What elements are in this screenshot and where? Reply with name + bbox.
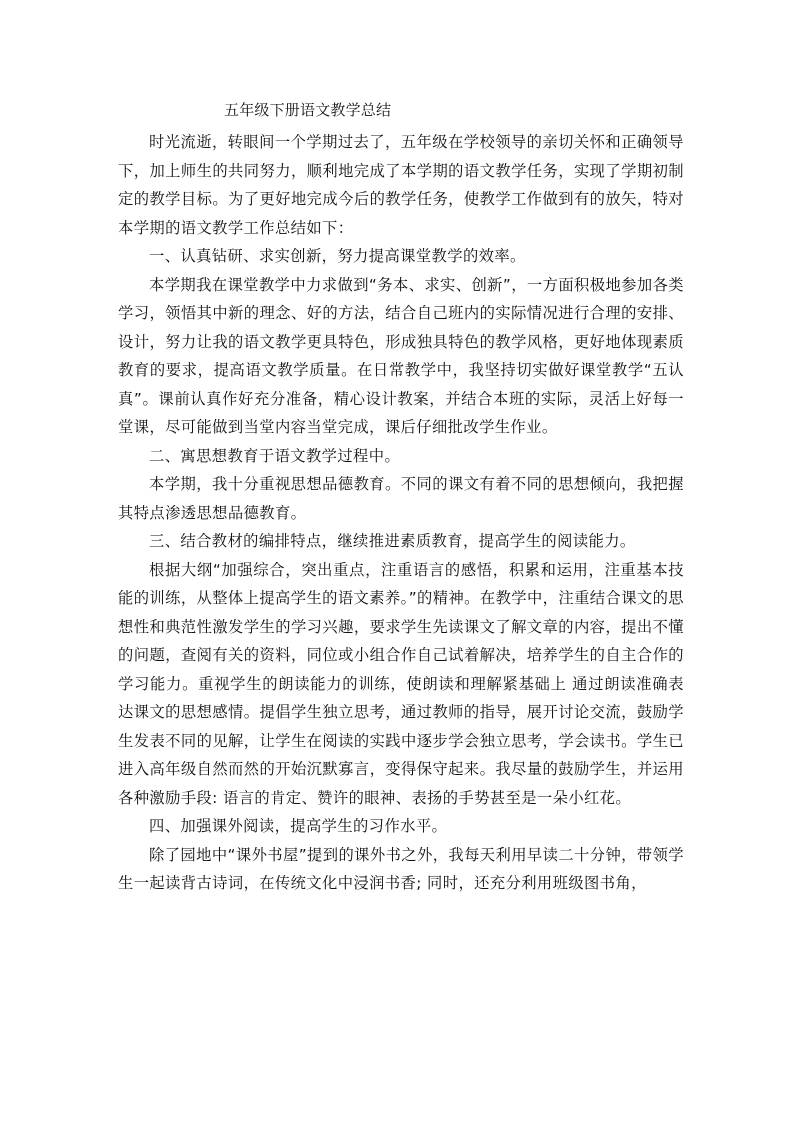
section-paragraph-2: 本学期，我十分重视思想品德教育。不同的课文有着不同的思想倾向，我把握其特点渗透思想品德教育。 [118,475,684,522]
section-heading-1: 一、认真钻研、求实创新，努力提高课堂教学的效率。 [149,247,526,265]
intro-paragraph: 时光流逝，转眼间一个学期过去了，五年级在学校领导的亲切关怀和正确领导下，加上师生的共同努力，顺利地完成了本学期的语文教学任务，实现了学期初制定的教学目标。为了更好地完成今后的教学任务，使教学工作做到有的放矢，特对本学期的语文教学工作总结如下： [118,133,684,237]
section-heading-4: 四、加强课外阅读，提高学生的习作水平。 [149,817,448,835]
section-heading-2: 二、寓思想教育于语文教学过程中。 [149,446,401,465]
section-paragraph-1: 本学期我在课堂教学中力求做到“务本、求实、创新”，一方面积极地参加各类学习，领悟其中新的理念、好的方法，结合自己班内的实际情况进行合理的安排、设计，努力让我的语文教学更具特色，形成独具特色的教学风格，更好地体现素质教育的要求，提高语文教学质量。在日常教学中，我坚持切实做好课堂教学“五认真”。课前认真作好充分准备，精心设计教案，并结合本班的实际，灵活上好每一堂课，尽可能做到当堂内容当堂完成，课后仔细批改学生作业。 [118,275,684,436]
document-body [118,128,684,898]
section-heading-3: 三、结合教材的编排特点，继续推进素质教育，提高学生的阅读能力。 [149,532,636,550]
section-paragraph-3: 根据大纲“加强综合，突出重点，注重语言的感悟，积累和运用，注重基本技能的训练，从整体上提高学生的语文素养。”的精神。在教学中，注重结合课文的思想性和典范性激发学生的学习兴趣，要求学生先读课文了解文章的内容，提出不懂的问题，查阅有关的资料，同位或小组合作自己试着解决，培养学生的自主合作的学习能力。重视学生的朗读能力的训练，使朗读和理解紧基础上 通过朗读准确表达课文的思想感情。提倡学生独立思考，通过教师的指导，展开讨论交流，鼓励学生发表不同的见解，让学生在阅读的实践中逐步学会独立思考，学会读书。学生已进入高年级自然而然的开始沉默寡言，变得保守起来。我尽量的鼓励学生，并运用各种激励手段: 语言的肯定、赞许的眼神、表扬的手势甚至是一朵小红花。 [118,560,684,807]
document-title: 五年级下册语文教学总结 [224,101,392,119]
section-paragraph-4: 除了园地中“课外书屋”提到的课外书之外，我每天利用早读二十分钟，带领学生一起读背古诗词，在传统文化中浸润书香; 同时，还充分利用班级图书角， [118,845,684,892]
